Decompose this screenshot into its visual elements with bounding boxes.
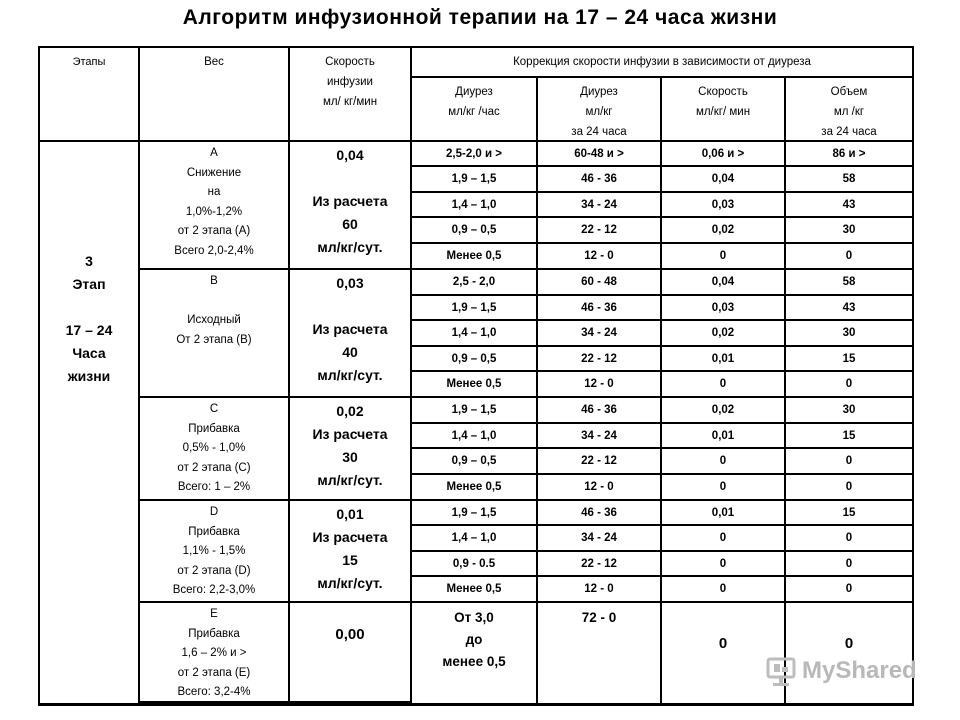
group-label-line: Исходный <box>187 314 241 326</box>
cell-line: до <box>465 632 483 647</box>
table-cell: 0 <box>662 603 784 703</box>
table-cell: 1,4 – 1,0 <box>412 193 536 216</box>
rate-line: Из расчета <box>312 321 388 337</box>
header-text: мл/кг <box>585 106 613 118</box>
table-cell: 58 <box>786 167 912 191</box>
table-cell: 1,4 – 1,0 <box>412 424 536 447</box>
group-label-line: D <box>209 506 219 518</box>
group-label-1 <box>140 270 288 396</box>
watermark <box>766 655 917 687</box>
group-rate-2 <box>290 398 410 499</box>
rate-line: 30 <box>342 449 358 465</box>
table-cell: 0 <box>662 526 784 550</box>
group-label-line: от 2 этапа (D) <box>177 564 251 577</box>
table-cell: 1,9 – 1,5 <box>412 296 536 319</box>
table-cell: 43 <box>786 193 912 216</box>
group-rate-4 <box>290 603 410 701</box>
rate-line: 60 <box>342 216 358 232</box>
group-label-line: Прибавка <box>188 627 240 640</box>
group-label-line: от 2 этапа (А) <box>177 225 251 237</box>
group-label-line: 0,5% - 1,0% <box>182 442 246 454</box>
header-diuresis-day <box>538 78 660 140</box>
group-label-0 <box>140 142 288 268</box>
rate-line: мл/кг/сут. <box>317 239 383 255</box>
table-cell: 1,4 – 1,0 <box>412 321 536 345</box>
rate-line: мл/кг/сут. <box>317 575 383 591</box>
table-cell: 0 <box>786 552 912 575</box>
table-cell: 34 - 24 <box>538 193 660 216</box>
table-cell: 0 <box>786 449 912 473</box>
stage-text: 3 <box>85 253 93 269</box>
table-cell: 46 - 36 <box>538 398 660 422</box>
table-cell: 0,04 <box>662 167 784 191</box>
group-label-line: Всего 2,0-2,4% <box>174 244 254 257</box>
table-cell: 15 <box>786 501 912 524</box>
table-cell: 15 <box>786 347 912 370</box>
group-label-line: Всего: 1 – 2% <box>177 481 251 493</box>
cell-line: От 3,0 <box>454 610 494 625</box>
rate-line: 0,01 <box>336 506 364 522</box>
header-text: Скорость <box>698 86 748 98</box>
stage-text: Этап <box>72 276 106 292</box>
stage-text: жизни <box>67 368 111 384</box>
rate-line: 0,04 <box>336 147 364 163</box>
header-text: мл /кг <box>833 106 865 118</box>
table-cell: 22 - 12 <box>538 347 660 370</box>
rate-line: Из расчета <box>312 193 388 209</box>
group-label-line: В <box>210 275 218 287</box>
table-cell: 46 - 36 <box>538 501 660 524</box>
table-cell: 22 - 12 <box>538 449 660 473</box>
table-cell: 58 <box>786 270 912 294</box>
table-cell: 0 <box>786 475 912 499</box>
table-cell: 1,9 – 1,5 <box>412 167 536 191</box>
group-label-line <box>212 292 215 312</box>
table-cell: 0 <box>786 372 912 396</box>
rate-line: Из расчета <box>312 426 388 442</box>
group-label-line: А <box>210 147 218 159</box>
header-text: Диурез <box>455 86 493 98</box>
header-text: за 24 часа <box>821 126 877 138</box>
table-cell: 2,5 - 2,0 <box>412 270 536 294</box>
table-cell: 0,03 <box>662 296 784 319</box>
table-cell: 0 <box>662 475 784 499</box>
stage-text: 17 – 24 <box>65 322 113 338</box>
group-label-line: 1,0%-1,2% <box>185 205 243 218</box>
table-cell: 15 <box>786 424 912 447</box>
header-diuresis-hour <box>412 78 536 140</box>
header-rate <box>290 48 410 140</box>
slideshow-icon <box>766 655 796 687</box>
table-cell: 2,5-2,0 и > <box>412 142 536 165</box>
group-label-line: Всего: 2,2-3,0% <box>172 584 256 596</box>
rate-line <box>348 295 352 318</box>
table-cell: 46 - 36 <box>538 167 660 191</box>
header-volume <box>786 78 912 140</box>
table-cell: Менее 0,5 <box>412 577 536 601</box>
table-cell: 60 - 48 <box>538 270 660 294</box>
table-cell: 12 - 0 <box>538 577 660 601</box>
infusion-table <box>38 46 914 706</box>
table-cell: 22 - 12 <box>538 552 660 575</box>
table-cell: 1,9 – 1,5 <box>412 398 536 422</box>
table-cell: 0 <box>662 244 784 268</box>
group-label-3 <box>140 501 288 601</box>
table-cell: 0,01 <box>662 501 784 524</box>
group-label-line: Прибавка <box>188 525 240 538</box>
header-text: Вес <box>204 56 224 68</box>
table-cell: 0,02 <box>662 398 784 422</box>
table-cell: 0 <box>786 526 912 550</box>
header-text: Скорость <box>325 56 375 68</box>
table-cell: Менее 0,5 <box>412 244 536 268</box>
group-label-line: Прибавка <box>188 422 240 435</box>
cell-line: менее 0,5 <box>442 654 506 669</box>
header-text: Объем <box>830 86 868 98</box>
group-rate-3 <box>290 501 410 601</box>
table-cell: 0,06 и > <box>662 142 784 165</box>
header-weight <box>140 48 288 140</box>
table-cell: 30 <box>786 218 912 242</box>
group-label-2 <box>140 398 288 499</box>
header-text: инфузии <box>327 76 373 88</box>
rate-line: Из расчета <box>312 529 388 545</box>
table-cell: 30 <box>786 398 912 422</box>
table-cell: 1,4 – 1,0 <box>412 526 536 550</box>
table-cell: 0,9 – 0,5 <box>412 347 536 370</box>
group-label-line: Е <box>210 608 218 620</box>
table-cell: 0,9 - 0.5 <box>412 552 536 575</box>
stage-cell <box>40 142 138 703</box>
group-label-line: Снижение <box>186 166 242 179</box>
table-cell: 1,9 – 1,5 <box>412 501 536 524</box>
table-cell: 46 - 36 <box>538 296 660 319</box>
group-label-line: 1,6 – 2% и > <box>181 647 247 659</box>
table-cell: 0,02 <box>662 218 784 242</box>
table-cell: 12 - 0 <box>538 372 660 396</box>
header-text: Диурез <box>580 86 618 98</box>
table-cell: 0 <box>662 372 784 396</box>
table-cell: 0 <box>662 577 784 601</box>
table-cell: 0,01 <box>662 347 784 370</box>
rate-line: 15 <box>342 552 358 568</box>
header-text: за 24 часа <box>571 126 627 138</box>
table-cell: 0 <box>786 603 912 703</box>
table-cell: 0 <box>662 552 784 575</box>
page-title: Алгоритм инфузионной терапии на 17 – 24 часа жизни <box>182 6 778 29</box>
table-cell: 43 <box>786 296 912 319</box>
header-stages <box>40 48 138 140</box>
rate-line: мл/кг/сут. <box>317 367 383 383</box>
table-cell: 72 - 0 <box>538 603 660 703</box>
group-label-line: 1,1% - 1,5% <box>182 545 246 557</box>
group-rate-1 <box>290 270 410 396</box>
group-label-line: С <box>209 403 219 415</box>
table-cell: 34 - 24 <box>538 526 660 550</box>
rate-line: 40 <box>342 344 358 360</box>
watermark-text: MyShared <box>802 657 917 684</box>
table-cell: 0 <box>662 449 784 473</box>
table-cell: 0,01 <box>662 424 784 447</box>
group-label-line: от 2 этапа (Е) <box>177 666 251 679</box>
table-cell: 0,03 <box>662 193 784 216</box>
group-label-line: Всего: 3,2-4% <box>177 686 251 698</box>
table-cell: 12 - 0 <box>538 475 660 499</box>
header-text: Этапы <box>72 56 106 68</box>
table-cell: 22 - 12 <box>538 218 660 242</box>
table-cell: 0,9 – 0,5 <box>412 218 536 242</box>
group-label-line: От 2 этапа (В) <box>176 333 252 346</box>
table-cell: 34 - 24 <box>538 321 660 345</box>
stage-text <box>87 296 91 319</box>
group-label-line: на <box>207 186 221 198</box>
header-text: мл/ кг/мин <box>322 96 378 108</box>
table-cell: 0,04 <box>662 270 784 294</box>
table-cell: 12 - 0 <box>538 244 660 268</box>
table-cell: 0,02 <box>662 321 784 345</box>
header-text: мл/кг/ мин <box>695 106 751 118</box>
rate-line: 0,00 <box>335 626 365 643</box>
table-cell <box>412 603 536 703</box>
table-cell: 0,9 – 0,5 <box>412 449 536 473</box>
table-cell: 34 - 24 <box>538 424 660 447</box>
rate-line: мл/кг/сут. <box>317 472 383 488</box>
stage-text: Часа <box>72 345 106 361</box>
rate-line <box>348 167 352 190</box>
table-cell: Менее 0,5 <box>412 475 536 499</box>
rate-line: 0,02 <box>336 403 364 419</box>
table-cell: 0 <box>786 244 912 268</box>
group-label-line: от 2 этапа (С) <box>177 461 251 474</box>
header-text: Коррекция скорости инфузии в зависимости от диуреза <box>513 56 811 68</box>
table-cell: 86 и > <box>786 142 912 165</box>
table-cell: 0 <box>786 577 912 601</box>
table-cell: 30 <box>786 321 912 345</box>
header-text: мл/кг /час <box>448 106 500 118</box>
header-correction <box>412 48 912 76</box>
group-rate-0 <box>290 142 410 268</box>
table-cell: Менее 0,5 <box>412 372 536 396</box>
table-cell: 60-48 и > <box>538 142 660 165</box>
group-label-4 <box>140 603 288 701</box>
rate-line: 0,03 <box>336 275 364 291</box>
header-speed <box>662 78 784 140</box>
